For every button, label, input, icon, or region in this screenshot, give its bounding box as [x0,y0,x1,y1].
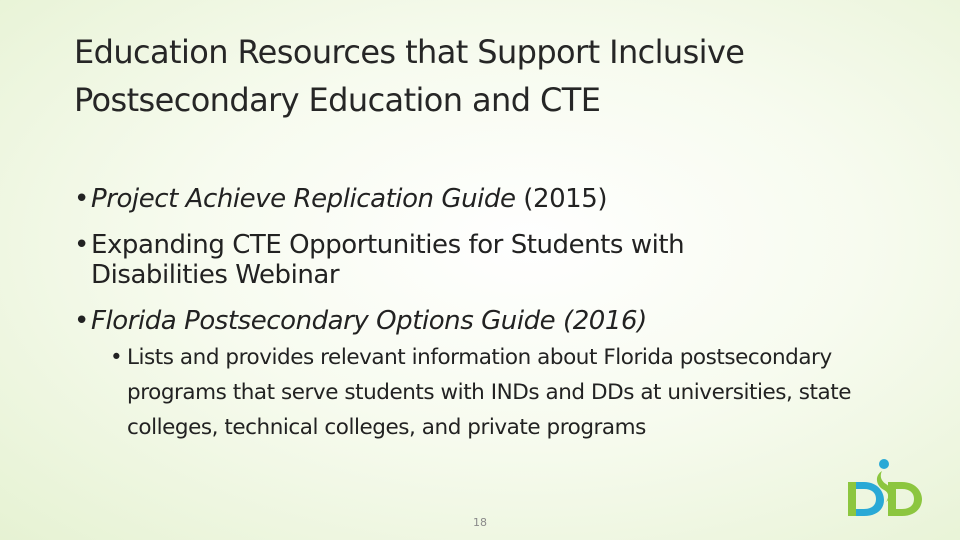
bullet-project-achieve [74,176,934,222]
slide-title-line-2: Postsecondary Education and CTE [74,81,601,119]
page-number: 18 [473,516,487,529]
bullet-project-achieve-year: (2015) [515,184,608,214]
bullet-project-achieve-title: Project Achieve Replication Guide [91,184,516,214]
bullet-florida-guide-title: Florida Postsecondary Options Guide (2016) [91,306,647,336]
slide-body [74,176,934,445]
slide-title [74,28,894,124]
ddd-logo-icon [842,458,928,520]
bullet-expanding-cte [74,222,934,290]
sub-bullet-florida-guide-description: • Lists and provides relevant information about Florida postsecondary programs that serve students with INDs and DDs at universities, state colleges, technical colleges, and private programs [110,340,887,445]
bullet-expanding-cte-line-1: Expanding CTE Opportunities for Students with [91,230,685,260]
bullet-expanding-cte-line-2: Disabilities Webinar [91,260,340,290]
bullet-florida-guide [74,298,934,344]
slide-title-line-1: Education Resources that Support Inclusive [74,33,745,71]
